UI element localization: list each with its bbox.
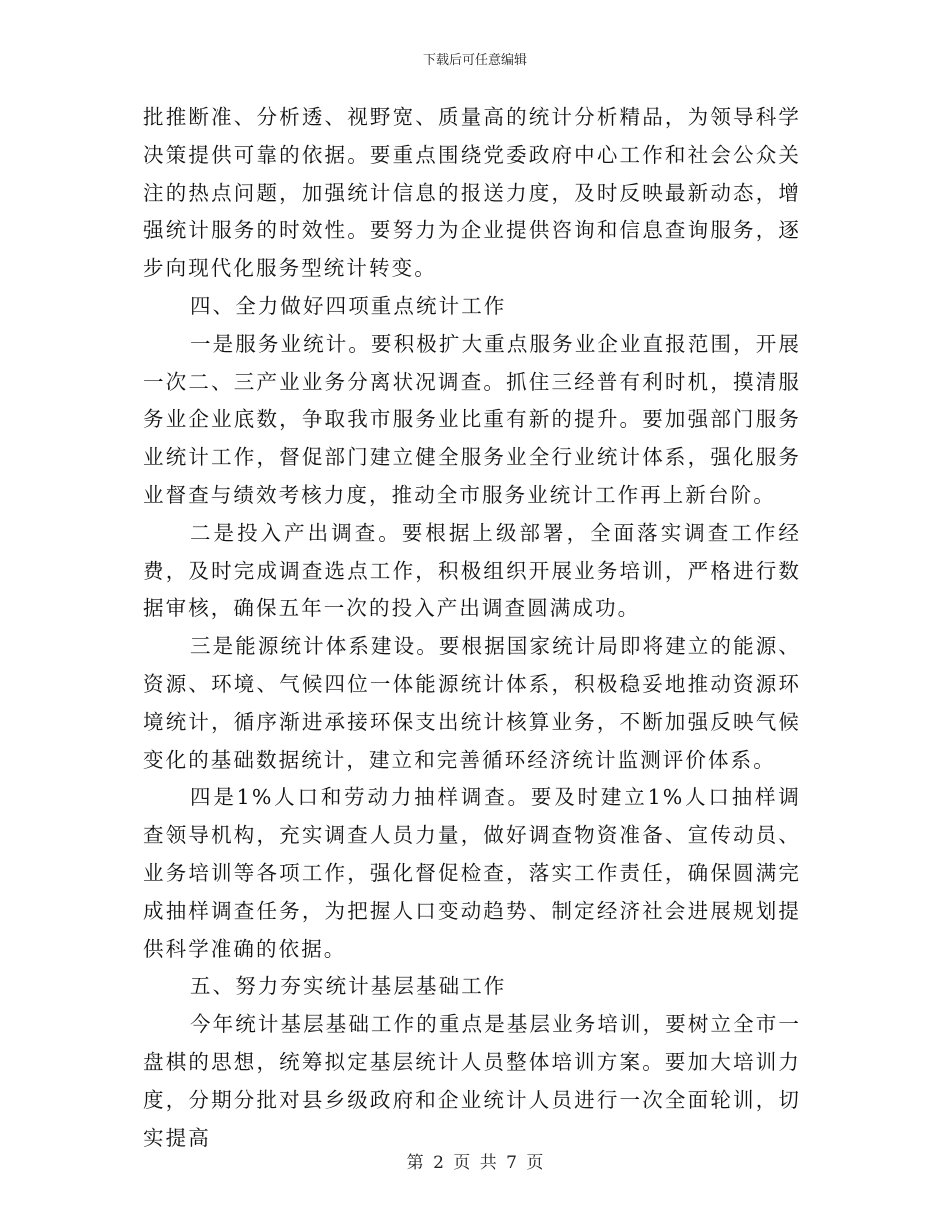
paragraph-input-output-survey: 二是投入产出调查。要根据上级部署，全面落实调查工作经费，及时完成调查选点工作，积极组织开展业务培训，严格进行数据审核，确保五年一次的投入产出调查圆满成功。 <box>143 520 801 621</box>
paragraph-grassroots-training: 今年统计基层基础工作的重点是基层业务培训，要树立全市一盘棋的思想，统筹拟定基层统计人员整体培训方案。要加大培训力度，分期分批对县乡级政府和企业统计人员进行一次全面轮训，切实提高 <box>143 1012 801 1150</box>
paragraph-service-statistics: 一是服务业统计。要积极扩大重点服务业企业直报范围，开展一次二、三产业业务分离状况调查。抓住三经普有利时机，摸清服务业企业底数，争取我市服务业比重有新的提升。要加强部门服务业统计工作，督促部门建立健全服务业全行业统计体系，强化服务业督查与绩效考核力度，推动全市服务业统计工作再上新台阶。 <box>143 331 801 507</box>
section-heading-4: 四、全力做好四项重点统计工作 <box>190 293 507 318</box>
document-body <box>143 99 801 1157</box>
page-header: 下载后可任意编辑 <box>422 53 527 68</box>
paragraph-population-survey: 四是1%人口和劳动力抽样调查。要及时建立1%人口抽样调查领导机构，充实调查人员力量，做好调查物资准备、宣传动员、业务培训等各项工作，强化督促检查，落实工作责任，确保圆满完成抽样调查任务，为把握人口变动趋势、制定经济社会进展规划提供科学准确的依据。 <box>143 785 801 961</box>
paragraph-continuation: 批推断准、分析透、视野宽、质量高的统计分析精品，为领导科学决策提供可靠的依据。要重点围绕党委政府中心工作和社会公众关注的热点问题，加强统计信息的报送力度，及时反映最新动态，增强统计服务的时效性。要努力为企业提供咨询和信息查询服务，逐步向现代化服务型统计转变。 <box>143 105 801 281</box>
page-number: 第 2 页 共 7 页 <box>406 1153 544 1173</box>
section-heading-5: 五、努力夯实统计基层基础工作 <box>190 974 507 999</box>
paragraph-energy-statistics: 三是能源统计体系建设。要根据国家统计局即将建立的能源、资源、环境、气候四位一体能源统计体系，积极稳妥地推动资源环境统计，循序渐进承接环保支出统计核算业务，不断加强反映气候变化的基础数据统计，建立和完善循环经济统计监测评价体系。 <box>143 634 801 772</box>
